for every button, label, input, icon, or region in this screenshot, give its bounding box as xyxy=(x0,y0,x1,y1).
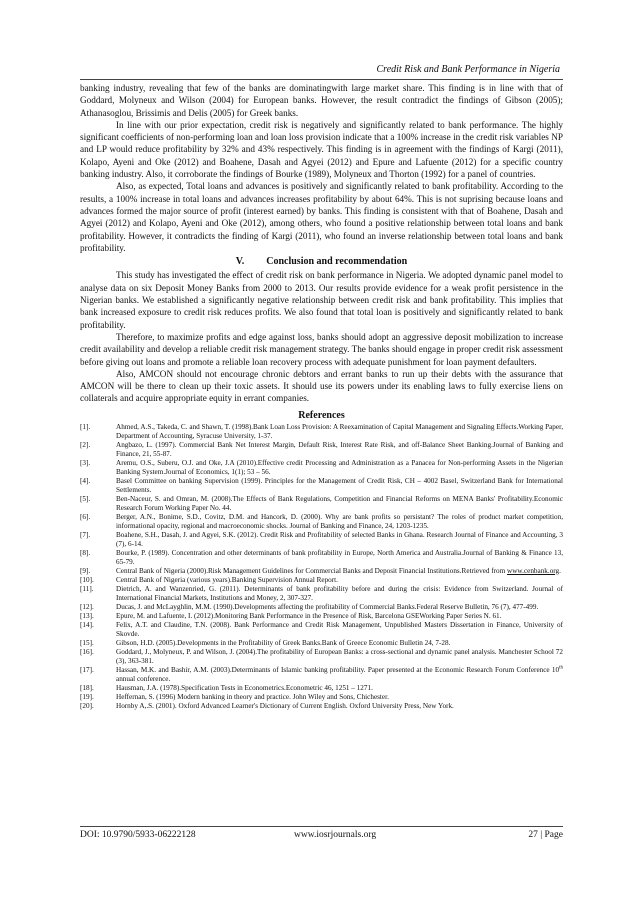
references-heading: References xyxy=(298,409,345,421)
reference-text: Ben-Naceur, S. and Omran, M. (2008).The Effects of Bank Regulations, Competition and Financial Reforms on MENA Banks' Profitability.Economic Research Forum Working Paper No. 44. xyxy=(116,494,563,512)
reference-list xyxy=(80,423,563,711)
header-rule xyxy=(80,79,563,80)
reference-text: Basel Committee on banking Supervision (1999). Principles for the Management of Credit Risk, CH – 4002 Basel, Switzerland Bank for International Settlements. xyxy=(116,476,563,494)
reference-text: Felix, A.T. and Claudine, T.N. (2008). Bank Performance and Credit Risk Management, Unpublished Masters Dissertation in Finance, University of Skovde. xyxy=(116,620,563,638)
reference-text: Hausman, J.A. (1978).Specification Tests in Econometrics.Econometric 46, 1251 – 1271. xyxy=(116,683,373,692)
reference-text-part: Hassan, M.K. and Bashir, A.M. (2003).Determinants of Islamic banking profitability. Paper presented at the Economic Research Forum Conference 10 xyxy=(116,665,560,674)
footer-rule xyxy=(80,826,563,827)
reference-text-part: Central Bank of Nigeria (2000).Risk Management Guidelines for Commercial Banks and Deposit Financial Institutions.Retrieved from xyxy=(116,566,508,575)
reference-number: [15]. xyxy=(80,638,94,647)
reference-number: [5]. xyxy=(80,494,91,503)
reference-item xyxy=(80,576,563,585)
reference-number: [17]. xyxy=(80,665,94,674)
reference-number: [18]. xyxy=(80,683,94,692)
superscript: th xyxy=(559,665,563,671)
reference-item xyxy=(80,567,563,576)
reference-item xyxy=(80,459,563,477)
reference-number: [20]. xyxy=(80,701,94,710)
main-body xyxy=(80,82,563,711)
body-paragraph: This study has investigated the effect of credit risk on bank performance in Nigeria. We adopted dynamic panel model to analyse data on six Deposit Money Banks from 2000 to 2013. Our results provide evidence for a weak profit persistence in the Nigerian banks. We established a significantly negative relationship between credit risk and bank profitability. This implies that bank increased exposure to credit risk reduces profits. We also found that total loan is positively and significantly related to bank profitability. xyxy=(80,270,563,330)
journal-website: www.iosrjournals.org xyxy=(294,830,377,840)
reference-number: [19]. xyxy=(80,692,94,701)
cenbank-link[interactable]: www.cenbank.org xyxy=(507,566,560,575)
reference-number: [10]. xyxy=(80,575,94,584)
reference-number: [12]. xyxy=(80,602,94,611)
body-paragraph: In line with our prior expectation, credit risk is negatively and significantly related to bank performance. The highly significant coefficients of non-performing loan and loan loss provision indicate that a 100% increase in the credit risk variables NP and LP would reduce profitability by 32% and 43% respectively. This finding is in agreement with the findings of Kargi (2011), Kolapo, Ayeni and Oke (2012) and Boahene, Dasah and Agyei (2012) and Epure and Lafuente (2012) for a specific country banking industry. Also, it corroborate the findings of Bourke (1989), Molyneux and Thorton (1992) for a panel of countries. xyxy=(80,119,563,180)
reference-item xyxy=(80,549,563,567)
reference-text: Central Bank of Nigeria (various years).Banking Supervision Annual Report. xyxy=(116,575,338,584)
reference-text: Berger, A.N., Bonime, S.D., Covitz, D.M. and Hancork, D. (2000). Why are bank profits so persistant? The roles of product market competition, informational opacity, regional and macroeconomic shocks. Journal of Banking and Finance, 24, 1203-1235. xyxy=(116,512,563,530)
running-title: Credit Risk and Bank Performance in Nigeria xyxy=(376,64,560,75)
reference-number: [8]. xyxy=(80,548,91,557)
reference-number: [4]. xyxy=(80,476,91,485)
body-paragraph: Also, as expected, Total loans and advances is positively and significantly related to bank profitability. According to the results, a 100% increase in total loans and advances increases profitability by about 64%. This is not suprising because loans and advances formed the major source of profit (interest earned) by banks. This finding is consistent with that of Boahene, Dasah and Agyei (2012) and Kolapo, Ayeni and Oke (2012), among others, who found a positive relationship between total loans and bank profitability. However, it contradicts the finding of Kargi (2011), who found an inverse relationship between total loans and bank profitability. xyxy=(80,181,563,253)
reference-text: Heffernan, S. (1996) Modern banking in theory and practice. John Wiley and Sons, Chichester. xyxy=(116,692,389,701)
reference-item xyxy=(80,621,563,639)
reference-item xyxy=(80,666,563,684)
reference-item xyxy=(80,639,563,648)
section-number: V. xyxy=(235,256,245,268)
reference-text: Goddard, J., Molyneux, P. and Wilson, J. (2004).The profitability of European Banks: a cross-sectional and dynamic panel analysis. Manchester School 72 (3), 363-381. xyxy=(116,647,563,665)
reference-item xyxy=(80,441,563,459)
body-paragraph: Also, AMCON should not encourage chronic debtors and errant banks to run up their debts with the assurance that AMCON will be there to clean up their toxic assets. It should use its powers under its enabling laws to fully exercise liens on collaterals and acquire appropriate equity in errant companies. xyxy=(80,368,563,404)
reference-text-part: annual conference. xyxy=(116,674,171,683)
reference-number: [6]. xyxy=(80,512,91,521)
reference-number: [13]. xyxy=(80,611,94,620)
reference-text: Epure, M. and Lafuente, I. (2012).Monitoring Bank Performance in the Presence of Risk, Barcelona GSEWorking Paper Series N. 61. xyxy=(116,611,502,620)
body-paragraph: banking industry, revealing that few of the banks are dominatingwith large market share. This finding is in line with that of Goddard, Molyneux and Wilson (2004) for European banks. However, the result contradict the findings of Gibson (2005); Athanasoglou, Brissimis and Delis (2005) for Greek banks. xyxy=(80,83,563,118)
page-number: 27 | Page xyxy=(528,830,563,840)
reference-item xyxy=(80,684,563,693)
body-paragraph: Therefore, to maximize profits and edge against loss, banks should adopt an aggressive deposit mobilization to increase credit availability and develop a reliable credit risk management strategy. The banks should engage in proper credit risk assessment before giving out loans and promote a reliable loan recovery process with adequate punishment for loan payment defaulters. xyxy=(80,331,563,367)
reference-text: Dietrich, A. and Wanzenried, G. (2011). Determinants of bank profitability before and during the crisis: Evidence from Switzerland. Journal of International Financial Markets, Institutions and Money, 2, 307-327. xyxy=(116,584,563,602)
reference-text xyxy=(116,567,563,576)
reference-text xyxy=(116,666,563,684)
reference-number: [14]. xyxy=(80,620,94,629)
reference-item xyxy=(80,513,563,531)
reference-item xyxy=(80,693,563,702)
reference-item xyxy=(80,585,563,603)
section-title: Conclusion and recommendation xyxy=(266,256,408,268)
reference-item xyxy=(80,423,563,441)
reference-text: Hornby A,.S. (2001). Oxford Advanced Learner's Dictionary of Current English. Oxford University Press, New York. xyxy=(116,701,454,710)
section-heading xyxy=(80,256,563,268)
reference-text: Ahmed, A.S., Takeda, C. and Shawn, T. (1998).Bank Loan Loss Provision: A Reexamination of Capital Management and Signaling Effects.Working Paper, Department of Accounting, Syracuse University, 1-37. xyxy=(116,422,563,440)
reference-text: Gibson, H.D. (2005).Developments in the Profitability of Greek Banks.Bank of Greece Economic Bulletin 24, 7-28. xyxy=(116,638,451,647)
reference-text: Ducas, J. and McLayghlin, M.M. (1990).Developments affecting the profitability of Commercial Banks.Federal Reserve Bulletin, 76 (7), 477-499. xyxy=(116,602,539,611)
reference-text: Boahene, S.H., Dasah, J. and Agyei, S.K. (2012). Credit Risk and Profitability of selected Banks in Ghana. Research Journal of Finance and Accounting, 3 (7), 6-14. xyxy=(116,530,563,548)
reference-text: Aremu, O.S., Suberu, O.J. and Oke, J.A (2010).Effective credit Processing and Administration as a Panacea for Non-performing Assets in the Nigerian Banking System.Journal of Economics, 1(1); 53 – 56. xyxy=(116,458,563,476)
reference-text-part: . xyxy=(559,566,561,575)
reference-item xyxy=(80,495,563,513)
reference-number: [11]. xyxy=(80,584,94,593)
reference-number: [3]. xyxy=(80,458,91,467)
doi-text: DOI: 10.9790/5933-06222128 xyxy=(80,830,196,840)
reference-number: [9]. xyxy=(80,566,91,575)
reference-item xyxy=(80,612,563,621)
reference-item xyxy=(80,477,563,495)
reference-number: [1]. xyxy=(80,422,91,431)
reference-number: [16]. xyxy=(80,647,94,656)
reference-item xyxy=(80,531,563,549)
reference-number: [2]. xyxy=(80,440,91,449)
reference-item xyxy=(80,603,563,612)
reference-item xyxy=(80,702,563,711)
reference-item xyxy=(80,648,563,666)
reference-number: [7]. xyxy=(80,530,91,539)
reference-text: Bourke, P. (1989). Concentration and other determinants of bank profitability in Europe, North America and Australia.Journal of Banking & Finance 13, 65-79. xyxy=(116,548,563,566)
reference-text: Angbazo, L. (1997). Commercial Bank Net Interest Margin, Default Risk, Interest Rate Risk, and off-Balance Sheet Banking.Journal of Banking and Finance, 21, 55-87. xyxy=(116,440,563,458)
